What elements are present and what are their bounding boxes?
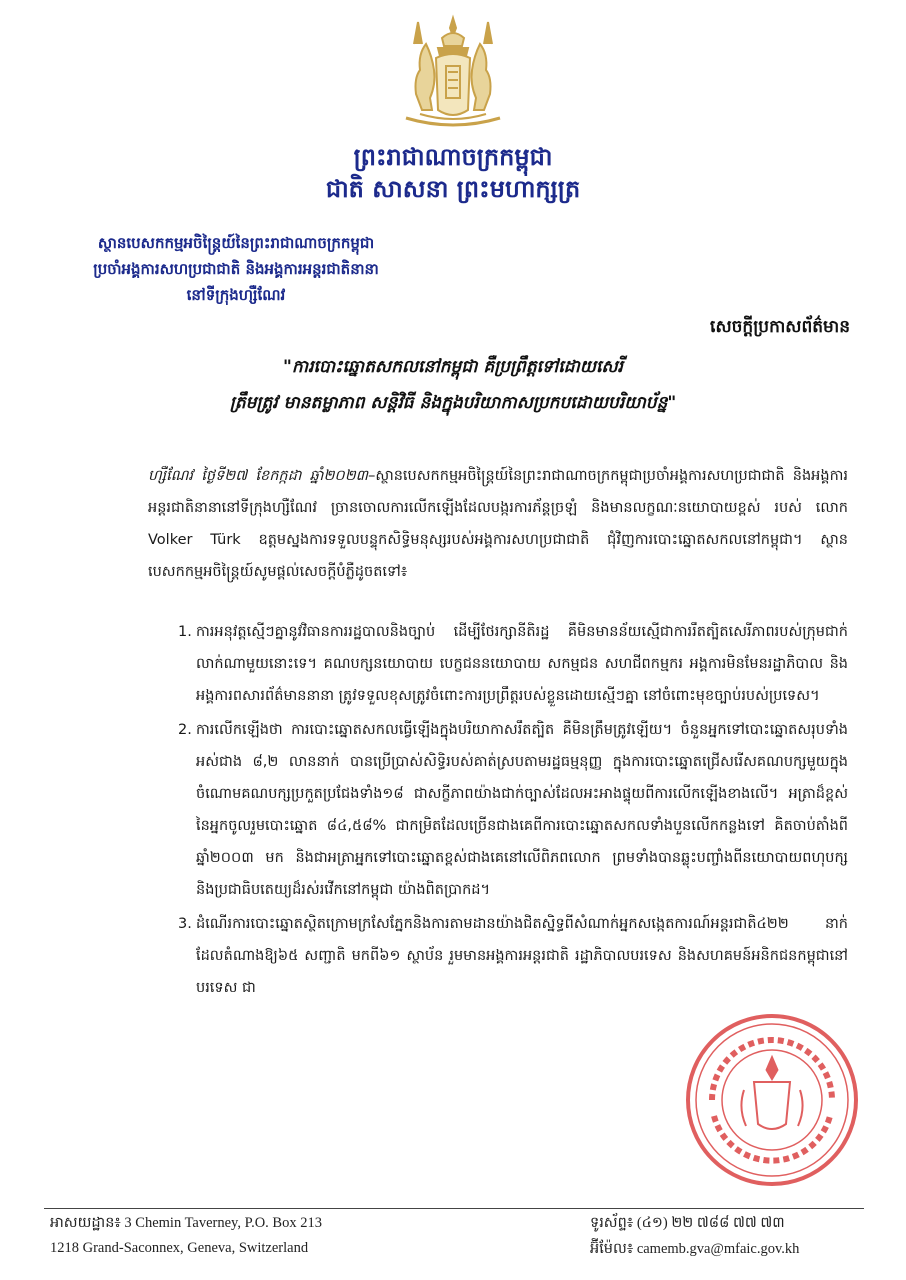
numbered-points xyxy=(148,616,848,1004)
document-type-label: សេចក្តីប្រកាសព័ត៌មាន xyxy=(710,317,850,337)
list-item xyxy=(148,908,848,1004)
item-text: ដំណើរការបោះឆ្នោតស្ថិតក្រោមក្រសែភ្នែកនិងការតាមដានយ៉ាងជិតស្និទ្ធពីសំណាក់អ្នកសង្កេតការណ៍អន្តរជាតិ៤២២ នាក់ ដែលតំណាងឱ្យ៦៥ សញ្ជាតិ មកពី៦១ ស្ថាប័ន រួមមានអង្គការអន្តរជាតិ រដ្ឋាភិបាលបរទេស និងសហគមន៍អនិកជនកម្ពុជានៅបរទេស ជា xyxy=(196,916,848,996)
item-text: ការអនុវត្តស្មើៗគ្នានូវវិធានការរដ្ឋបាលនិងច្បាប់ ដើម្បីថែរក្សានីតិរដ្ឋ គឺមិនមានន័យស្មើជាការរឹតត្បិតសេរីភាពរបស់ក្រុមជាក់លាក់ណាមួយនោះទេ។ គណបក្សនយោបាយ បេក្ខជននយោបាយ សកម្មជន សហជីពកម្មករ អង្គការមិនមែនរដ្ឋាភិបាល និងអង្គការពសារព័ត៌មាននានា ត្រូវទទួលខុសត្រូវចំពោះការប្រព្រឹត្តរបស់ខ្លួនដោយស្មើៗគ្នា នៅចំពោះមុខច្បាប់របស់ប្រទេស។ xyxy=(196,624,848,704)
item-text: ការលើកឡើងថា ការបោះឆ្នោតសកលធ្វើឡើងក្នុងបរិយាកាសរឹតត្បិត គឺមិនត្រឹមត្រូវឡើយ។ ចំនួនអ្នកទៅបោះឆ្នោតសរុបទាំងអស់ជាង ៨,២ លាននាក់ បានប្រើប្រាស់សិទ្ធិរបស់គាត់ស្របតាមរដ្ឋធម្មនុញ្ញ ក្នុងការបោះឆ្នោតជ្រើសរើសគណបក្សមួយក្នុងចំណោមគណបក្សប្រកួតប្រជែងទាំង១៨ ជាសក្ខីភាពយ៉ាងជាក់ច្បាស់ដែលអះអាងផ្ទុយពីការលើកឡើងខាងលើ។ អត្រាដ៏ខ្ពស់នៃអ្នកចូលរួមបោះឆ្នោត ៨៤,៥៨% ជាកម្រិតដែលច្រើនជាងគេពីការបោះឆ្នោតសកលទាំងបួនលើកកន្លងទៅ គិតចាប់តាំងពីឆ្នាំ២០០៣ មក និងជាអត្រាអ្នកទៅបោះឆ្នោតខ្ពស់ជាងគេនៅលើពិភពលោក ព្រមទាំងបានឆ្លុះបញ្ចាំងពីនយោបាយពហុបក្ស និងប្រជាធិបតេយ្យដ៏រស់រវើកនៅកម្ពុជា យ៉ាងពិតប្រាកដ។ xyxy=(196,722,848,898)
intro-paragraph xyxy=(148,460,848,588)
footer-divider xyxy=(44,1208,864,1209)
footer-email: អ៊ីម៉ែល៖ camemb.gva@mfaic.gov.kh xyxy=(590,1241,800,1257)
mission-name-line: ស្ថានបេសកកម្មអចិន្ត្រៃយ៍នៃព្រះរាជាណាចក្រកម្ពុជា xyxy=(97,234,375,252)
mission-name-block xyxy=(56,230,416,308)
list-item xyxy=(148,714,848,906)
item-number: 2. xyxy=(178,722,192,738)
list-item xyxy=(148,616,848,712)
intro-text: –ស្ថានបេសកកម្មអចិន្ត្រៃយ៍នៃព្រះរាជាណាចក្រកម្ពុជាប្រចាំអង្គការសហប្រជាជាតិ និងអង្គការអន្តរជាតិនានានៅទីក្រុងហ្សឺណែវ ច្រានចោលការលើកឡើងដែលបង្ករការភ័ន្តច្រឡំ និងមានលក្ខណៈនយោបាយខ្ពស់ របស់ លោក Volker Türk ឧត្តមស្នងការទទួលបន្ទុកសិទ្ធិមនុស្សរបស់អង្គការសហប្រជាជាតិ ជុំវិញការបោះឆ្នោតសកលនៅកម្ពុជា។ ស្ថានបេសកកម្មអចិន្ត្រៃយ៍សូមផ្តល់សេចក្តីបំភ្លឺដូចតទៅ៖ xyxy=(148,468,849,580)
official-seal-stamp-icon xyxy=(684,1012,860,1188)
item-number: 3. xyxy=(178,916,192,932)
national-motto: ជាតិ សាសនា ព្រះមហាក្សត្រ xyxy=(325,175,581,203)
headline-line: "ការបោះឆ្នោតសកលនៅកម្ពុជា គឺប្រព្រឹត្តទៅដោយសេរី xyxy=(283,357,623,377)
mission-name-line: នៅទីក្រុងហ្សឺណែវ xyxy=(186,286,286,304)
footer-phone: ទូរស័ព្ទ៖ (៤១) ២២ ៧៨៨ ៧៧ ៧៣ xyxy=(590,1215,785,1231)
headline-line: ត្រឹមត្រូវ មានតម្លាភាព សន្តិវិធី និងក្នុងបរិយាកាសប្រកបដោយបរិយាប័ន្ន" xyxy=(229,393,677,413)
royal-arms-emblem-icon xyxy=(396,14,510,134)
footer-address: អាសយដ្ឋាន៖ 3 Chemin Taverney, P.O. Box 213 xyxy=(50,1215,322,1231)
footer-address: 1218 Grand-Saconnex, Geneva, Switzerland xyxy=(50,1240,309,1256)
kingdom-title: ព្រះរាជាណាចក្រកម្ពុជា xyxy=(353,143,553,171)
item-number: 1. xyxy=(178,624,192,640)
mission-name-line: ប្រចាំអង្គការសហប្រជាជាតិ និងអង្គការអន្តរជាតិនានា xyxy=(93,260,379,278)
dateline: ហ្សឺណែវ ថ្ងៃទី២៧ ខែកក្កដា ឆ្នាំ២០២៣ xyxy=(148,468,369,484)
